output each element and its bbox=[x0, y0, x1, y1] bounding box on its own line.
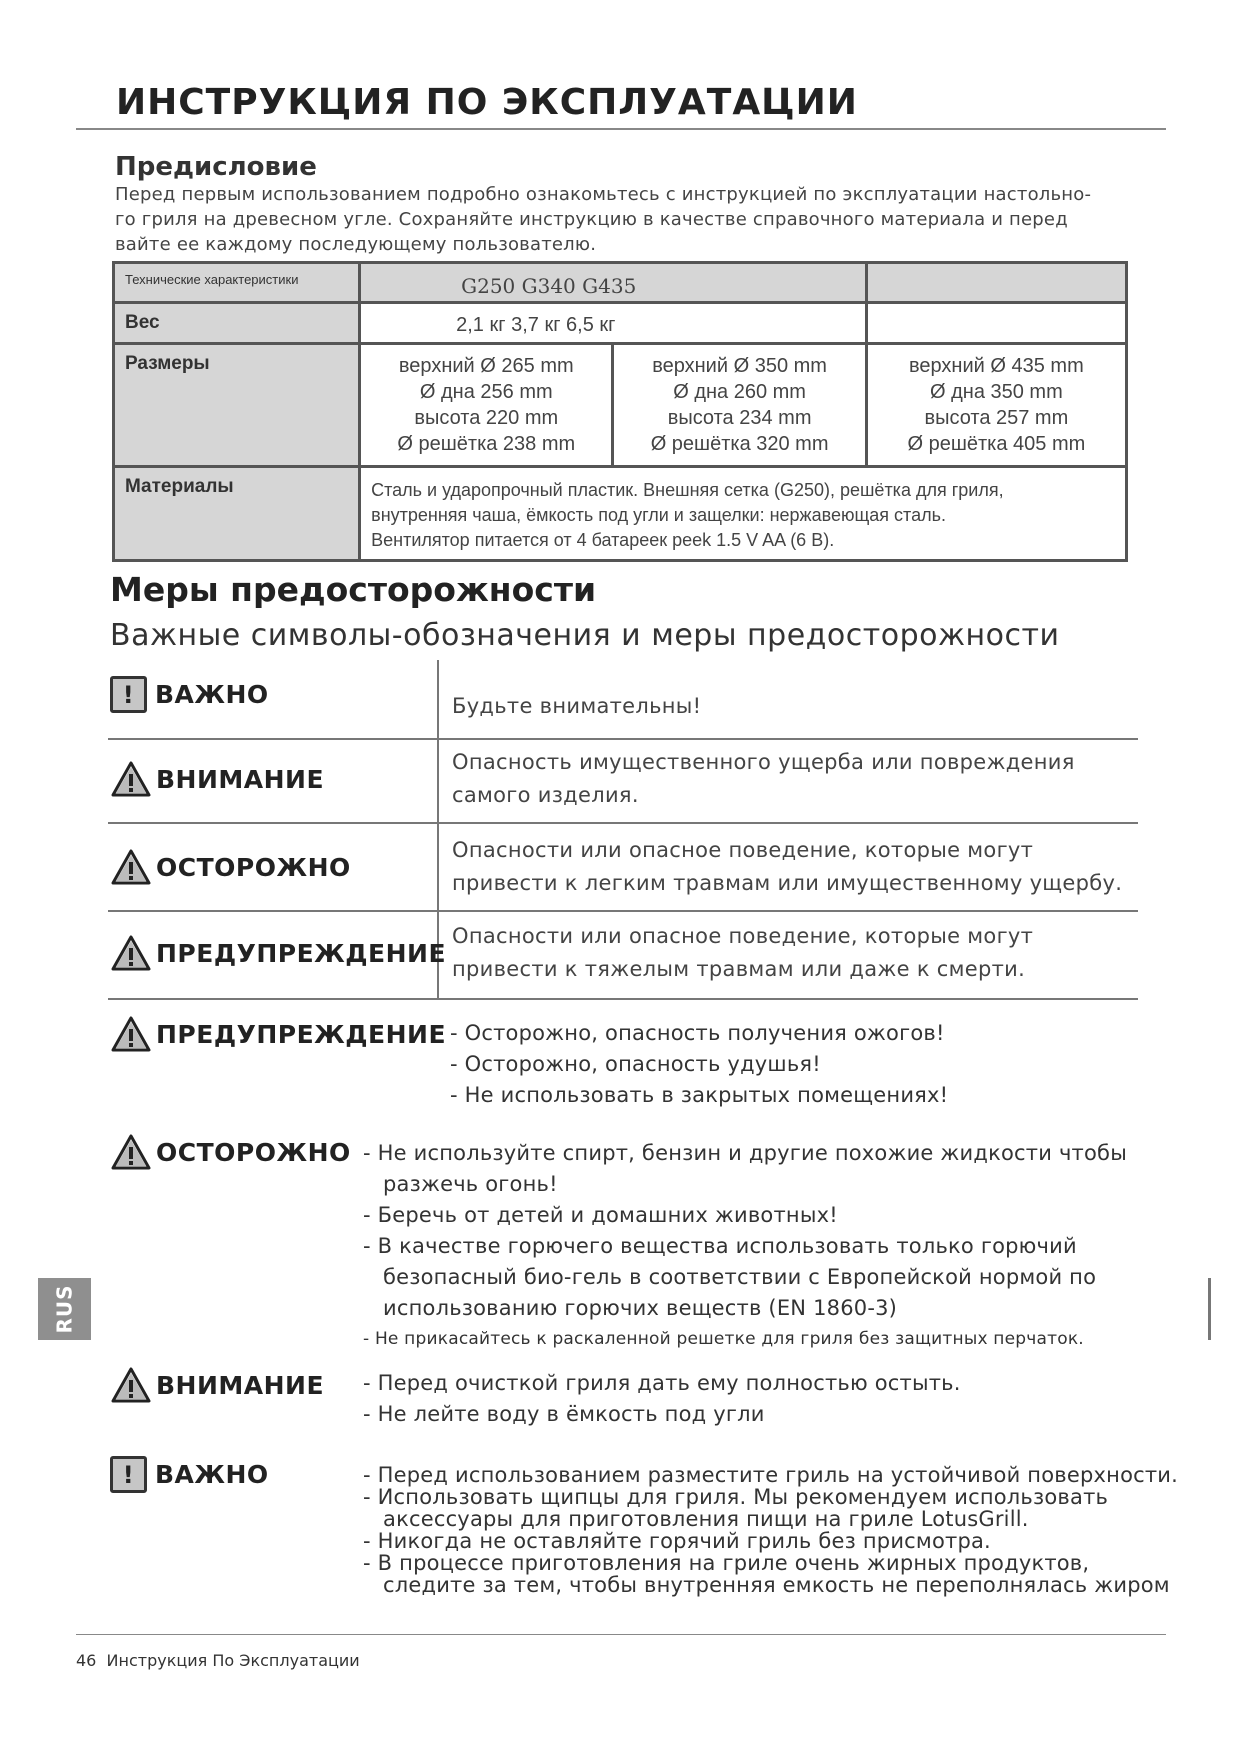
warning-block-caution bbox=[108, 1133, 1178, 1373]
warning-triangle-icon bbox=[110, 1366, 152, 1404]
list-item: - Перед очисткой гриля дать ему полностью остыть. bbox=[363, 1371, 961, 1395]
column-divider bbox=[437, 824, 439, 910]
page-title: ИНСТРУКЦИЯ ПО ЭКСПЛУАТАЦИИ bbox=[116, 82, 858, 123]
warning-block-warning bbox=[108, 1015, 1178, 1115]
list-item: - Осторожно, опасность получения ожогов! bbox=[450, 1021, 945, 1045]
materials-text bbox=[360, 467, 1127, 561]
dim-line: верхний Ø 350 mm bbox=[652, 355, 827, 377]
weight-empty bbox=[866, 303, 1126, 344]
symbol-description bbox=[452, 746, 1075, 812]
warning-block-important bbox=[108, 1452, 1178, 1627]
list-item: - Не используйте спирт, бензин и другие похожие жидкости чтобы разжечь огонь! bbox=[363, 1141, 1127, 1196]
safety-subtitle: Важные символы-обозначения и меры предосторожности bbox=[110, 618, 1060, 653]
symbol-row-caution bbox=[108, 824, 1138, 912]
dim-line: высота 220 mm bbox=[414, 407, 559, 429]
symbol-label-text: ВАЖНО bbox=[155, 680, 269, 709]
symbol-description bbox=[452, 834, 1122, 900]
warning-triangle-icon bbox=[110, 848, 152, 886]
warning-triangle-icon bbox=[110, 1133, 152, 1171]
dim-line: верхний Ø 435 mm bbox=[909, 355, 1084, 377]
list-item: - В качестве горючего вещества использовать только горючий безопасный био-гель в соответствии с Европейской нормой по использованию горючих веществ (EN 1860-3) bbox=[363, 1234, 1097, 1320]
warning-label-text: ОСТОРОЖНО bbox=[156, 1137, 351, 1167]
dimensions-label: Размеры bbox=[114, 344, 360, 467]
dimensions-g435 bbox=[866, 344, 1126, 467]
desc-line: Будьте внимательны! bbox=[452, 694, 702, 718]
list-item: - В процессе приготовления на гриле очень жирных продуктов, следите за тем, чтобы внутренняя емкость не переполнялась жиром bbox=[363, 1551, 1170, 1597]
preface-line: вайте ее каждому последующему пользователю. bbox=[115, 234, 597, 255]
page-number: 46 bbox=[76, 1651, 97, 1670]
specs-models: G250 G340 G435 bbox=[360, 263, 867, 303]
list-item: - Использовать щипцы для гриля. Мы рекомендуем использовать аксессуары для приготовления пищи на гриле LotusGrill. bbox=[363, 1485, 1109, 1531]
warning-triangle-icon bbox=[110, 1015, 152, 1053]
warning-label bbox=[110, 1133, 351, 1171]
dim-line: Ø решётка 320 mm bbox=[650, 433, 829, 455]
symbols-table bbox=[108, 660, 1138, 1000]
dimensions-g250 bbox=[360, 344, 613, 467]
desc-line: привести к легким травмам или имущественному ущербу. bbox=[452, 871, 1123, 895]
exclamation-box-icon: ! bbox=[110, 1456, 147, 1493]
warning-label-text: ВНИМАНИЕ bbox=[156, 1370, 325, 1400]
preface-line: Перед первым использованием подробно ознакомьтесь с инструкцией по эксплуатации настольно- bbox=[115, 184, 1092, 205]
footer-text: Инструкция По Эксплуатации bbox=[106, 1651, 360, 1670]
warning-list bbox=[363, 1368, 1178, 1430]
weight-label: Вес bbox=[114, 303, 360, 344]
symbol-label-text: ВНИМАНИЕ bbox=[156, 764, 325, 794]
symbol-row-attention bbox=[108, 740, 1138, 824]
warning-label bbox=[110, 1015, 446, 1053]
dim-line: Ø дна 260 mm bbox=[673, 381, 806, 403]
specs-header-empty bbox=[866, 263, 1126, 303]
language-tab-label: RUS bbox=[52, 1284, 77, 1334]
preface-line: го гриля на древесном угле. Сохраняйте инструкцию в качестве справочного материала и перед bbox=[115, 209, 1068, 230]
column-divider bbox=[437, 740, 439, 822]
warning-triangle-icon bbox=[110, 934, 152, 972]
dim-line: высота 234 mm bbox=[667, 407, 812, 429]
warning-list bbox=[450, 1018, 1150, 1111]
warning-label bbox=[110, 1456, 269, 1493]
preface-text bbox=[115, 182, 1145, 257]
materials-line: Сталь и ударопрочный пластик. Внешняя сетка (G250), решётка для гриля, bbox=[371, 480, 1004, 500]
materials-label: Материалы bbox=[114, 467, 360, 561]
symbol-label bbox=[110, 676, 269, 713]
symbol-description bbox=[452, 920, 1033, 986]
symbol-label bbox=[110, 848, 351, 886]
column-divider bbox=[437, 660, 439, 738]
materials-line: внутренняя чаша, ёмкость под угли и защелки: нержавеющая сталь. bbox=[371, 505, 946, 525]
specs-table bbox=[112, 261, 1128, 562]
footer-divider bbox=[76, 1634, 1166, 1635]
dim-line: верхний Ø 265 mm bbox=[398, 355, 574, 377]
list-item: - Не лейте воду в ёмкость под угли bbox=[363, 1402, 765, 1426]
warning-label-text: ПРЕДУПРЕЖДЕНИЕ bbox=[156, 1019, 447, 1049]
symbol-label bbox=[110, 934, 446, 972]
exclamation-box-icon: ! bbox=[110, 676, 147, 713]
symbol-row-important bbox=[108, 660, 1138, 740]
desc-line: самого изделия. bbox=[452, 783, 639, 807]
safety-title: Меры предосторожности bbox=[110, 570, 597, 609]
dim-line: высота 257 mm bbox=[924, 407, 1069, 429]
materials-line: Вентилятор питается от 4 батареек peek 1.5 V AA (6 B). bbox=[371, 530, 835, 550]
dim-line: Ø дна 256 mm bbox=[419, 381, 553, 403]
side-marker bbox=[1208, 1278, 1211, 1340]
dim-line: Ø решётка 405 mm bbox=[907, 433, 1086, 455]
desc-line: Опасность имущественного ущерба или повреждения bbox=[452, 750, 1075, 774]
list-item: - Никогда не оставляйте горячий гриль без присмотра. bbox=[363, 1529, 991, 1553]
warning-label bbox=[110, 1366, 324, 1404]
dim-line: Ø дна 350 mm bbox=[929, 381, 1063, 403]
symbol-label bbox=[110, 760, 324, 798]
desc-line: Опасности или опасное поведение, которые могут bbox=[452, 924, 1034, 948]
desc-line: Опасности или опасное поведение, которые могут bbox=[452, 838, 1034, 862]
warning-list bbox=[363, 1464, 1178, 1596]
warning-triangle-icon bbox=[110, 760, 152, 798]
symbol-label-text: ПРЕДУПРЕЖДЕНИЕ bbox=[156, 938, 447, 968]
warning-label-text: ВАЖНО bbox=[155, 1460, 269, 1489]
warning-block-attention bbox=[108, 1366, 1178, 1446]
dimensions-g340 bbox=[613, 344, 866, 467]
list-item: - Не использовать в закрытых помещениях! bbox=[450, 1083, 949, 1107]
preface-heading: Предисловие bbox=[115, 152, 317, 182]
list-item: - Не прикасайтесь к раскаленной решетке для гриля без защитных перчаток. bbox=[363, 1329, 1084, 1349]
dim-line: Ø решётка 238 mm bbox=[397, 433, 576, 455]
footer bbox=[76, 1651, 360, 1670]
weight-values: 2,1 кг 3,7 кг 6,5 кг bbox=[360, 303, 867, 344]
symbol-description bbox=[452, 690, 701, 723]
desc-line: привести к тяжелым травмам или даже к смерти. bbox=[452, 957, 1026, 981]
list-item: - Осторожно, опасность удушья! bbox=[450, 1052, 821, 1076]
list-item: - Беречь от детей и домашних животных! bbox=[363, 1203, 838, 1227]
language-tab bbox=[38, 1278, 91, 1340]
specs-header-label: Технические характеристики bbox=[114, 263, 360, 303]
symbol-row-warning bbox=[108, 912, 1138, 1000]
symbol-label-text: ОСТОРОЖНО bbox=[156, 852, 351, 882]
list-item: - Перед использованием разместите гриль на устойчивой поверхности. bbox=[363, 1463, 1179, 1487]
warning-list bbox=[363, 1138, 1178, 1355]
title-divider bbox=[76, 128, 1166, 130]
